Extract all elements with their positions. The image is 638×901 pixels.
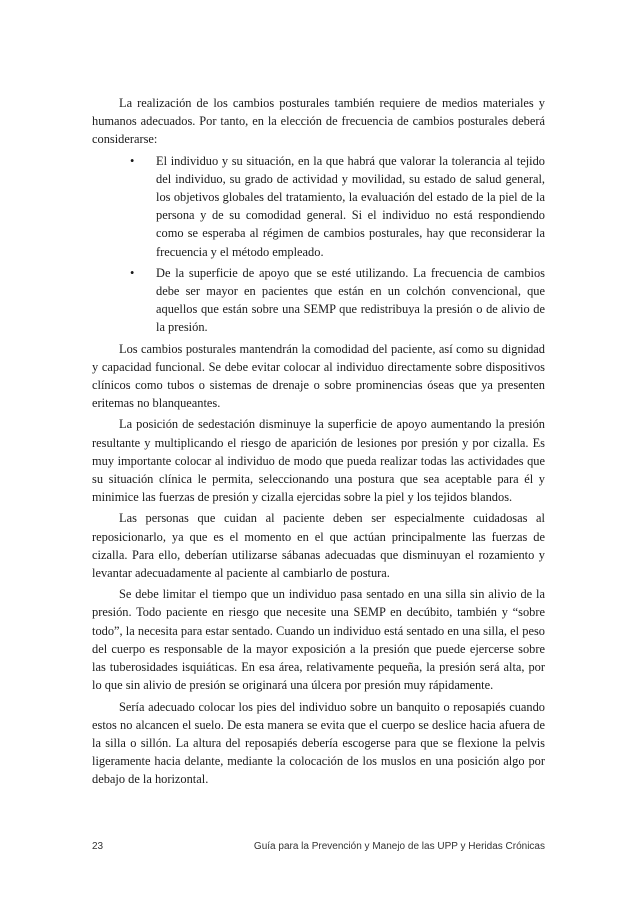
list-item: [92, 264, 545, 337]
bullet-marker: •: [130, 265, 135, 280]
paragraph: Sería adecuado colocar los pies del individuo sobre un banquito o reposapiés cuando estos no alcancen el suelo. De esta manera se evita que el cuerpo se deslice hacia afuera de la silla o sillón. La altura del reposapiés debería escogerse para que se flexione la pelvis ligeramente hacia delante, mediante la colocación de los muslos en una posición algo por debajo de la horizontal.: [92, 699, 545, 787]
paragraph: La posición de sedestación disminuye la superficie de apoyo aumentando la presión resultante y multiplicando el riesgo de aparición de lesiones por presión y por cizalla. Es muy importante colocar al individuo de modo que pueda realizar todas las actividades que su situación clínica le permita, seleccionando una postura que sea aceptable para él y minimice las fuerzas de presión y cizalla ejercidas sobre la piel y los tejidos blandos.: [92, 417, 545, 505]
bullet-marker: •: [130, 153, 135, 168]
page-footer: [92, 841, 545, 855]
list-item: [92, 152, 545, 261]
footer-title: Guía para la Prevención y Manejo de las UPP y Heridas Crónicas: [253, 841, 545, 852]
bullet-list: [92, 152, 545, 337]
paragraph: Las personas que cuidan al paciente deben ser especialmente cuidadosas al reposicionarlo, ya que es el momento en el que actúan principalmente las fuerzas de cizalla. Para ello, deberían utilizarse sábanas adecuadas que disminuyan el rozamiento y levantar adecuadamente al paciente al cambiarlo de postura.: [92, 511, 545, 581]
paragraph: Se debe limitar el tiempo que un individuo pasa sentado en una silla sin alivio de la presión. Todo paciente en riesgo que necesite una SEMP en decúbito, también y “sobre todo”, la necesita para estar sentado. Cuando un individuo está sentado en una silla, el peso del cuerpo es responsable de la mayor exposición a la presión que puede ejercerse sobre las tuberosidades isquiáticas. En esa área, relativamente pequeña, la presión será alta, por lo que sin alivio de presión se originará una úlcera por presión muy rápidamente.: [92, 587, 545, 693]
paragraph-intro: La realización de los cambios posturales también requiere de medios materiales y humanos adecuados. Por tanto, en la elección de frecuencia de cambios posturales deberá considerarse:: [92, 96, 545, 147]
body-text: [92, 94, 545, 792]
page-number: 23: [92, 841, 104, 852]
list-item-text: El individuo y su situación, en la que habrá que valorar la tolerancia al tejido del individuo, su grado de actividad y movilidad, su estado de salud general, los objetivos globales del tratamiento, la evaluación del estado de la piel de la persona y de su comodidad general. Si el individuo no está respondiendo como se esperaba al régimen de cambios posturales, hay que reconsiderar la frecuencia y el método empleado.: [156, 153, 545, 259]
paragraph: Los cambios posturales mantendrán la comodidad del paciente, así como su dignidad y capacidad funcional. Se debe evitar colocar al individuo directamente sobre dispositivos clínicos como tubos o sistemas de drenaje o sobre prominencias óseas que ya presenten eritemas no blanqueantes.: [92, 341, 545, 411]
list-item-text: De la superficie de apoyo que se esté utilizando. La frecuencia de cambios debe ser mayor en pacientes que están en un colchón convencional, que aquellos que están sobre una SEMP que redistribuya la presión o de alivio de la presión.: [156, 265, 545, 335]
